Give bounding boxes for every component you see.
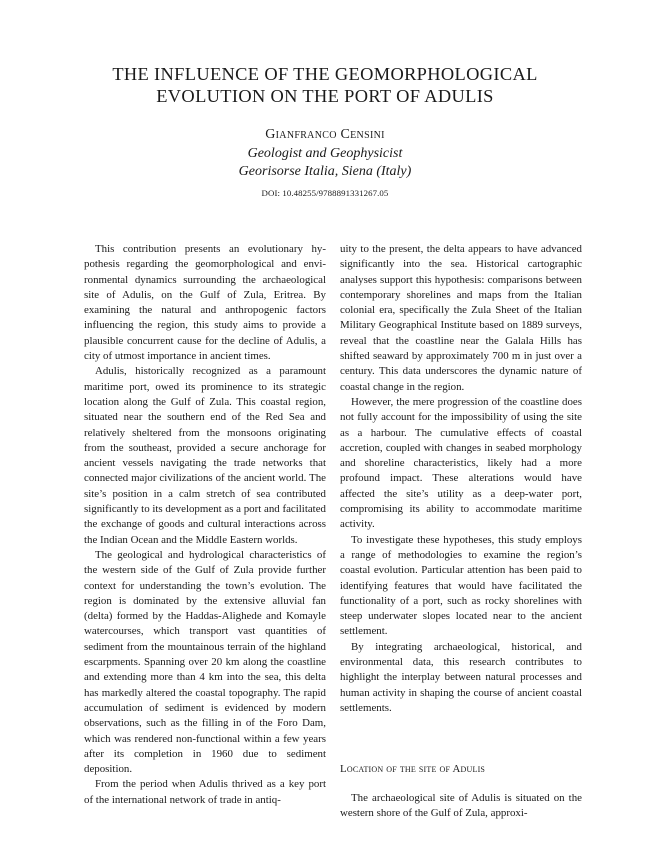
- paragraph: To investigate these hypotheses, this study employs a range of methodologies to examine the region’s coastal evolution. Particular attention has been paid to identifying features that would have facilitated the functionality of a port, such as rocky shorelines with steep underwater slopes located near to the ancient settlement.: [340, 533, 582, 638]
- section-heading: Location of the site of Adulis: [340, 763, 486, 776]
- paragraph: Adulis, historically recognized as a paramount maritime port, owed its prominence to its strategic location along the Gulf of Zula. This coastal region, situated near the southern end of the Red Sea and relatively sheltered from the monsoons originating from the southeast, provided a secure anchorage for ancient vessels navigating the trade networks that connected major civilizations of the ancient world. The site’s position in a calm stretch of sea contributed significantly to its development as a port and facilitated the exchange of goods and cultural interactions across the Indian Ocean and the Middle Eastern worlds.: [84, 365, 326, 546]
- right-column: [340, 242, 582, 821]
- title-line-2: EVOLUTION ON THE PORT OF ADULIS: [156, 86, 494, 106]
- paragraph: This contribution presents an evolutionary hypothesis regarding the geomorphological and environmental dynamics surrounding the archaeological site of Adulis, on the Gulf of Zula, Eritrea. By examining the natural and anthropogenic factors influencing the region, this study aims to provide a plausible concurrent cause for the decline of Adulis, a city of utmost importance in ancient times.: [84, 243, 326, 363]
- author-name: Gianfranco Censini: [265, 127, 385, 142]
- doi: DOI: 10.48255/9788891331267.05: [261, 187, 389, 198]
- title-line-1: THE INFLUENCE OF THE GEOMORPHOLOGICAL: [112, 64, 538, 84]
- left-column: [84, 242, 326, 808]
- paragraph-continued: uity to the present, the delta appears to have advanced significantly into the sea. Historical cartographic analyses support this hypothesis: comparisons between contemporary shorelines and maps from the Italian colonial era, specifically the Zula Sheet of the Italian Military Geographical Institute based on 1889 surveys, reveal that the coastline near the Galala Hills has shifted seaward by approximately 700 m in just over a century. This data underscores the dynamic nature of coastal change in the region.: [340, 243, 582, 393]
- paragraph: From the period when Adulis thrived as a key port of the international network of trade in antiq-: [84, 778, 326, 806]
- affiliation-role: Geologist and Geophysicist: [247, 145, 403, 161]
- author-block: [100, 126, 550, 200]
- paper-title: [40, 63, 610, 107]
- paragraph: The archaeological site of Adulis is situated on the western shore of the Gulf of Zula, approxi-: [340, 791, 582, 819]
- paragraph: However, the mere progression of the coastline does not fully account for the impossibility of using the site as a harbour. The cumulative effects of coastal accretion, coupled with changes in seabed morphology and shoreline characteristics, likely had a more profound impact. These alterations would have affected the site’s utility as a deep-water port, compromising its ability to accommodate maritime activity.: [340, 395, 582, 531]
- affiliation-institution: Georisorse Italia, Siena (Italy): [238, 164, 412, 179]
- paragraph: By integrating archaeological, historical, and environmental data, this research contributes to highlight the interplay between natural processes and human activity in shaping the course of ancient coastal settlements.: [340, 640, 582, 714]
- paragraph: The geological and hydrological characteristics of the western side of the Gulf of Zula provide further context for understanding the town’s evolution. The region is dominated by the extensive alluvial fan (delta) formed by the Haddas-Alighede and Komayle watercourses, which transport vast quantities of sediment from the mountainous terrain of the highland escarpments. Spanning over 20 km along the coastline and extending more than 4 km into the sea, this delta has markedly altered the coastal topography. The rapid accumulation of sediment is evidenced by modern observations, such as the filling in of the Foro Dam, which was rendered non-functional within a few years after its completion in 1960 due to sediment deposition.: [84, 548, 326, 776]
